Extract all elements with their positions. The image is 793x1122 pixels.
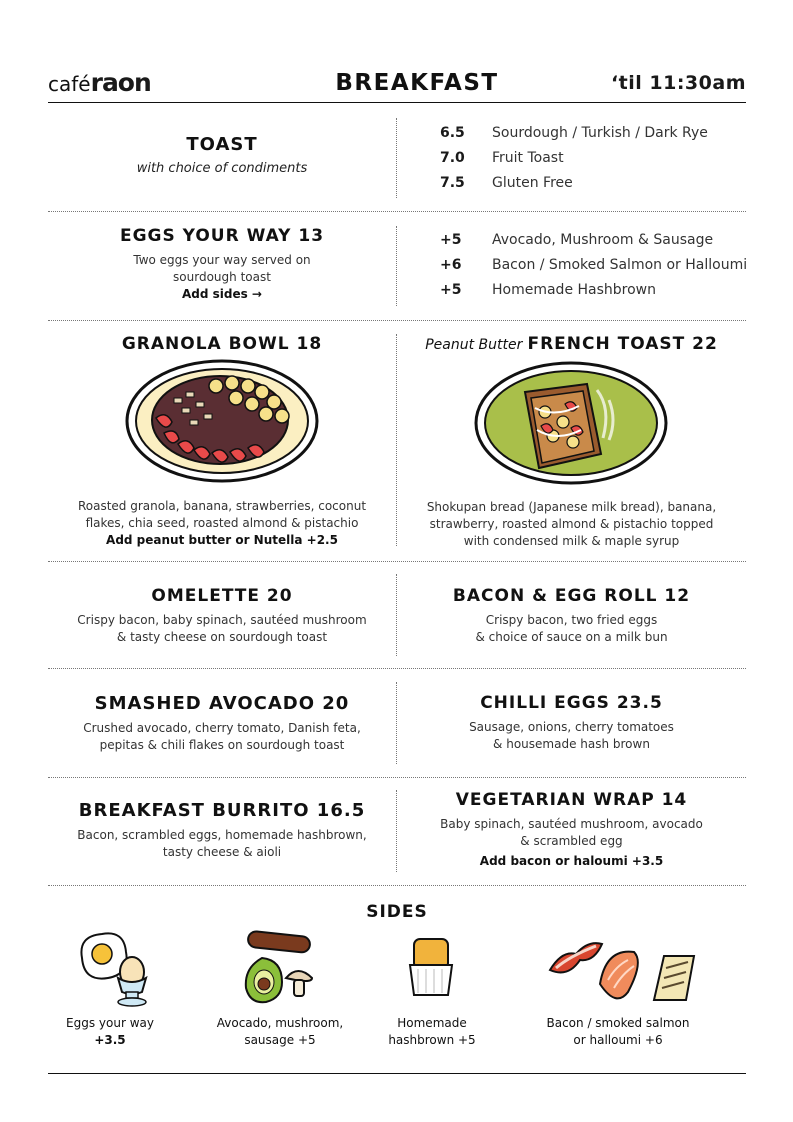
hashbrown-icon [406, 935, 456, 1001]
toast-section [48, 134, 396, 176]
granola-title: GRANOLA BOWL 18 [121, 334, 323, 354]
omelette-section: OMELETTE 20 Crispy bacon, baby spinach, sautéed mushroom & tasty cheese on sourdough toast [48, 586, 396, 646]
sides-title: SIDES [366, 902, 428, 922]
page-title: BREAKFAST [335, 70, 499, 96]
bacon-salmon-halloumi-icon [546, 940, 702, 1006]
logo-prefix: café [48, 72, 91, 96]
column-divider [396, 118, 397, 198]
burrito-title: BREAKFAST BURRITO 16.5 [78, 800, 366, 821]
smashed-avocado-title: SMASHED AVOCADO 20 [94, 693, 350, 714]
smashed-avocado-section: SMASHED AVOCADO 20 Crushed avocado, cherry tomato, Danish feta, pepitas & chili flakes on sourdough toast [48, 693, 396, 754]
french-toast-title: Peanut Butter FRENCH TOAST 22 [425, 334, 718, 354]
avocado-mushroom-sausage-icon [240, 928, 322, 1010]
toast-title: TOAST [186, 134, 258, 155]
side-item-hashbrown: Homemade hashbrown +5 [388, 1016, 476, 1047]
granola-bowl-icon [124, 358, 320, 484]
veg-wrap-section: VEGETARIAN WRAP 14 Baby spinach, sautéed mushroom, avocado & scrambled egg Add bacon or haloumi +3.5 [397, 790, 746, 870]
footer-rule [48, 1073, 746, 1074]
logo-brand: raon [90, 68, 151, 97]
side-item-eggs: Eggs your way +3.5 [66, 1016, 154, 1047]
granola-desc: Roasted granola, banana, strawberries, coconut flakes, chia seed, roasted almond & pistachio Add peanut butter or Nutella +2.5 [77, 499, 367, 547]
hours: ‘til 11:30am [610, 72, 746, 94]
eggs-your-way-title: EGGS YOUR WAY 13 [119, 226, 325, 246]
french-toast-icon [473, 360, 669, 486]
divider [48, 668, 746, 669]
toast-subtitle: with choice of condiments [136, 161, 308, 176]
french-toast-desc: Shokupan bread (Japanese milk bread), banana, strawberry, roasted almond & pistachio topped with condensed milk & maple syrup [426, 500, 717, 548]
french-toast-prefix: Peanut Butter [425, 337, 523, 353]
divider [48, 561, 746, 562]
omelette-title: OMELETTE 20 [151, 586, 293, 606]
divider [48, 885, 746, 886]
column-divider [396, 226, 397, 306]
eggs-icon [76, 928, 158, 1010]
divider [48, 320, 746, 321]
bacon-egg-roll-section: BACON & EGG ROLL 12 Crispy bacon, two fried eggs & choice of sauce on a milk bun [397, 586, 746, 646]
burrito-section: BREAKFAST BURRITO 16.5 Bacon, scrambled eggs, homemade hashbrown, tasty cheese & aioli [48, 800, 396, 861]
header-rule [48, 102, 746, 103]
side-item-bacon-salmon-halloumi: Bacon / smoked salmon or halloumi +6 [546, 1016, 690, 1047]
veg-wrap-title: VEGETARIAN WRAP 14 [455, 790, 688, 810]
divider [48, 211, 746, 212]
cafe-logo [48, 68, 151, 97]
bacon-egg-roll-title: BACON & EGG ROLL 12 [452, 586, 691, 606]
side-item-avocado: Avocado, mushroom, sausage +5 [216, 1016, 344, 1047]
chilli-eggs-section: CHILLI EGGS 23.5 Sausage, onions, cherry tomatoes & housemade hash brown [397, 693, 746, 753]
add-sides-note: Add sides → [181, 287, 262, 301]
divider [48, 777, 746, 778]
eggs-your-way-section: EGGS YOUR WAY 13 Two eggs your way served on sourdough toast Add sides → [48, 226, 396, 303]
chilli-eggs-title: CHILLI EGGS 23.5 [480, 693, 663, 713]
